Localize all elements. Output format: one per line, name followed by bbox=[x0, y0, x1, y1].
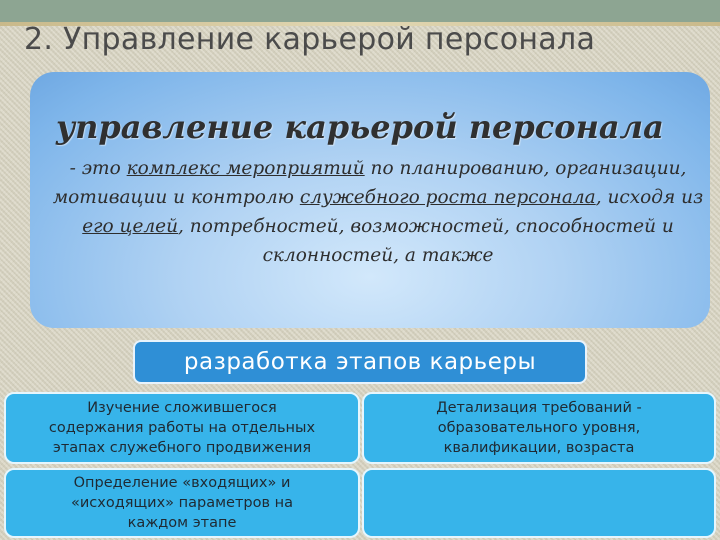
stage-box-1 bbox=[4, 392, 360, 464]
definition-text-part: , потребностей, возможностей, способностей и склонностей, а также bbox=[178, 216, 674, 266]
stage-line: каждом этапе bbox=[127, 515, 237, 531]
stage-line: «исходящих» параметров на bbox=[71, 495, 293, 511]
definition-text-part: , исходя из bbox=[595, 187, 704, 208]
stage-line: Определение «входящих» и bbox=[73, 475, 291, 491]
stage-line: квалификации, возраста bbox=[443, 440, 635, 456]
stage-box-3 bbox=[4, 468, 360, 538]
stage-line: образовательного уровня, bbox=[437, 420, 641, 436]
definition-text bbox=[50, 154, 706, 270]
career-stages-label: разработка этапов карьеры bbox=[133, 340, 587, 384]
stage-box-4 bbox=[362, 468, 716, 538]
stage-line: Детализация требований - bbox=[436, 400, 642, 416]
stage-box-2 bbox=[362, 392, 716, 464]
definition-heading: управление карьерой персонала bbox=[56, 108, 664, 146]
definition-text-part: - это bbox=[69, 158, 127, 179]
definition-text-underlined: комплекс мероприятий bbox=[126, 158, 365, 179]
slide-title: 2. Управление карьерой персонала bbox=[24, 22, 596, 57]
definition-text-part: по планированию, организации, мотивации и контролю bbox=[52, 158, 687, 208]
definition-text-underlined: служебного роста персонала bbox=[299, 187, 596, 208]
stage-line: содержания работы на отдельных bbox=[48, 420, 316, 436]
stage-line: Изучение сложившегося bbox=[87, 400, 277, 416]
top-bar bbox=[0, 0, 720, 22]
stage-line: этапах служебного продвижения bbox=[52, 440, 312, 456]
definition-text-underlined: его целей bbox=[82, 216, 179, 237]
